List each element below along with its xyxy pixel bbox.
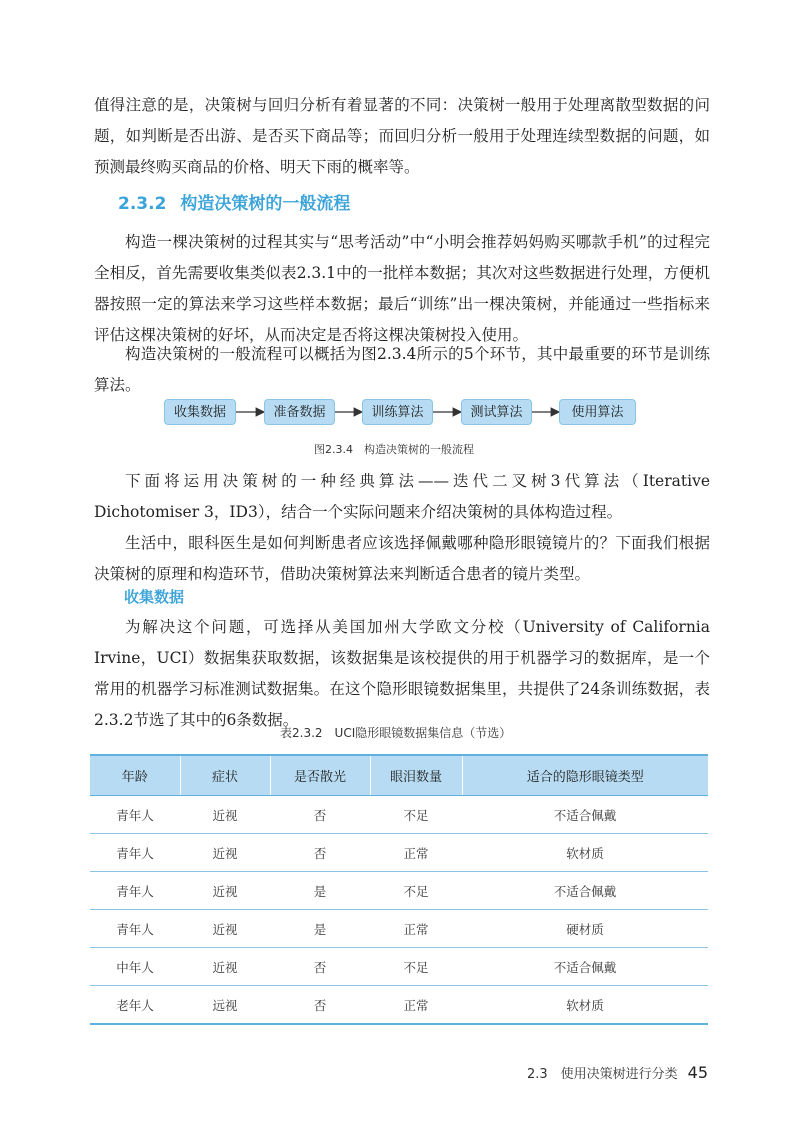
- cell-symptom: 近视: [180, 796, 270, 834]
- cell-astigmatism: 否: [270, 986, 370, 1025]
- collect-paragraph: 为解决这个问题，可选择从美国加州大学欧文分校（University of California Irvine，UCI）数据集获取数据，该数据集是该校提供的用于机器学习的数据库，是一个常用的机器学习标准测试数据集。在这个隐形眼镜数据集里，共提供了24条训练数据，表2.3.2节选了其中的6条数据。: [94, 618, 710, 729]
- cell-symptom: 近视: [180, 948, 270, 986]
- cell-age: 青年人: [90, 910, 180, 948]
- page-number: 45: [687, 1063, 708, 1082]
- cell-lens-type: 硬材质: [462, 910, 708, 948]
- cell-lens-type: 软材质: [462, 986, 708, 1025]
- cell-astigmatism: 是: [270, 872, 370, 910]
- cell-astigmatism: 否: [270, 948, 370, 986]
- cell-symptom: 近视: [180, 910, 270, 948]
- cell-tear-rate: 正常: [370, 986, 462, 1025]
- footer-section: 2.3 使用决策树进行分类: [526, 1067, 678, 1082]
- header-symptom: 症状: [180, 755, 270, 796]
- body-paragraph-4: 生活中，眼科医生是如何判断患者应该选择佩戴哪种隐形眼镜镜片的？下面我们根据决策树的原理和构造环节，借助决策树算法来判断适合患者的镜片类型。: [94, 534, 710, 583]
- section-number: 2.3.2: [118, 194, 167, 214]
- cell-tear-rate: 正常: [370, 910, 462, 948]
- cell-age: 中年人: [90, 948, 180, 986]
- intro-paragraph: 值得注意的是，决策树与回归分析有着显著的不同：决策树一般用于处理离散型数据的问题，如判断是否出游、是否买下商品等；而回归分析一般用于处理连续型数据的问题，如预测最终购买商品的价格、明天下雨的概率等。: [94, 96, 710, 176]
- section-heading: [118, 189, 350, 214]
- flow-step-use: 使用算法: [559, 399, 636, 425]
- cell-age: 青年人: [90, 834, 180, 872]
- table-caption: 表2.3.2 UCI隐形眼镜数据集信息（节选）: [280, 726, 512, 740]
- flow-step-prepare: 准备数据: [264, 399, 335, 425]
- cell-tear-rate: 不足: [370, 872, 462, 910]
- page-footer: [527, 1063, 708, 1082]
- cell-symptom: 近视: [180, 834, 270, 872]
- header-lens-type: 适合的隐形眼镜类型: [462, 755, 708, 796]
- section-title: 构造决策树的一般流程: [180, 194, 351, 214]
- table-row: [90, 948, 708, 986]
- section-paragraph-1: 构造一棵决策树的过程其实与“思考活动”中“小明会推荐妈妈购买哪款手机”的过程完全相反，首先需要收集类似表2.3.1中的一批样本数据；其次对这些数据进行处理，方便机器按照一定的算法来学习这些样本数据；最后“训练”出一棵决策树，并能通过一些指标来评估这棵决策树的好坏，从而决定是否将这棵决策树投入使用。: [94, 233, 710, 344]
- cell-symptom: 近视: [180, 872, 270, 910]
- table-row: [90, 986, 708, 1025]
- cell-age: 青年人: [90, 796, 180, 834]
- cell-lens-type: 软材质: [462, 834, 708, 872]
- cell-lens-type: 不适合佩戴: [462, 796, 708, 834]
- table-header-row: [90, 755, 708, 796]
- cell-lens-type: 不适合佩戴: [462, 872, 708, 910]
- table-row: [90, 834, 708, 872]
- cell-symptom: 远视: [180, 986, 270, 1025]
- lens-data-table: [90, 754, 708, 1025]
- cell-astigmatism: 否: [270, 796, 370, 834]
- cell-astigmatism: 否: [270, 834, 370, 872]
- table-row: [90, 910, 708, 948]
- cell-astigmatism: 是: [270, 910, 370, 948]
- figure-caption: 图2.3.4 构造决策树的一般流程: [314, 443, 474, 456]
- header-age: 年龄: [90, 755, 180, 796]
- flow-step-test: 测试算法: [461, 399, 532, 425]
- cell-age: 老年人: [90, 986, 180, 1025]
- cell-tear-rate: 不足: [370, 796, 462, 834]
- section-paragraph-2: 构造决策树的一般流程可以概括为图2.3.4所示的5个环节，其中最重要的环节是训练算法。: [94, 345, 710, 394]
- body-paragraph-3: 下面将运用决策树的一种经典算法——迭代二叉树3代算法（Iterative Dichotomiser 3，ID3），结合一个实际问题来介绍决策树的具体构造过程。: [94, 472, 710, 521]
- cell-age: 青年人: [90, 872, 180, 910]
- flow-step-collect: 收集数据: [164, 399, 236, 425]
- flow-step-train: 训练算法: [362, 399, 433, 425]
- header-astigmatism: 是否散光: [270, 755, 370, 796]
- cell-tear-rate: 正常: [370, 834, 462, 872]
- table-row: [90, 872, 708, 910]
- cell-tear-rate: 不足: [370, 948, 462, 986]
- header-tear-rate: 眼泪数量: [370, 755, 462, 796]
- cell-lens-type: 不适合佩戴: [462, 948, 708, 986]
- subsection-title: 收集数据: [124, 588, 185, 606]
- table-row: [90, 796, 708, 834]
